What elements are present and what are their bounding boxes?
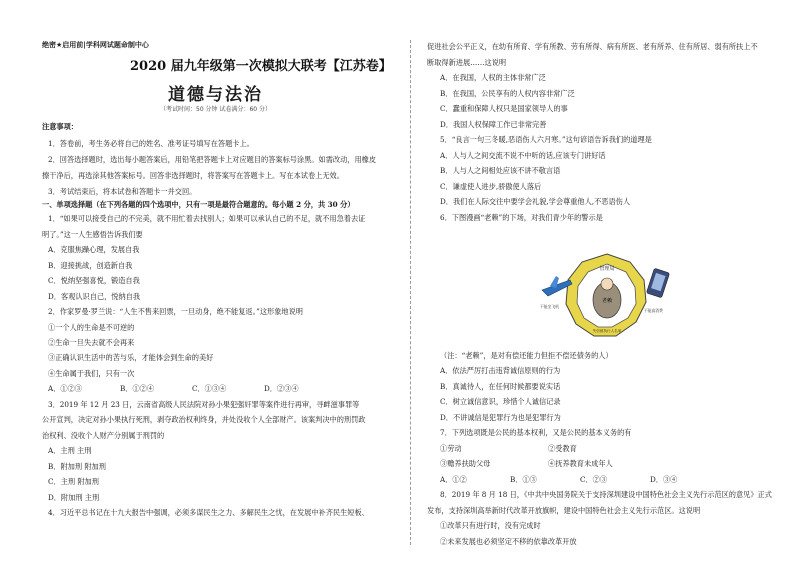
option-line: C．谦虚使人进步,骄傲使人落后 [440,182,542,191]
badge-top-text: 管理局 [599,266,615,272]
question-line: 3．2019 年 12 月 23 日，云南省高级人民法院对孙小果犯强奸罪等案件进行再审，寻衅滋事罪等 [48,400,360,409]
statement-line: ②生命一旦失去就不会再来 [48,338,135,347]
option-line: A．在我国，人权的主体非常广泛 [440,73,546,82]
option-line: A．依法严厉打击违背诚信原则的行为 [440,366,561,375]
statement-line: ③正确认识生活中的苦与乐，才能体会到生命的美好 [48,353,214,362]
note-item: 2．回答选择题时，选出每小题答案后，用铅笔把答题卡上对应题目的答案标号涂黑。如需改动，用橡皮 [48,155,377,164]
option-line: D．附加刑 主刑 [48,493,100,502]
option-line: D．客观认识自己，悦纳自我 [48,292,141,301]
label-right: 不能高消费 [644,308,663,313]
option: D．③④ [650,475,678,484]
option-line: C．悦纳坚强喜悦，锻造自我 [48,276,140,285]
question-line: 公开宣判，决定对孙小果执行死刑，剥夺政治权利终身，并处没收个人全部财产。该案判决中的刑罚政 [42,415,366,424]
option-line: A．主刑 主刑 [48,446,92,455]
options-row [440,475,720,485]
option-line: B．迎接挑战，创造新自我 [48,261,133,270]
question-line: 7．下列选项既是公民的基本权利，又是公民的基本义务的有 [440,428,632,437]
note-item: 擦干净后，再选涂其他答案标号。回答非选择题时，将答案写在答题卡上。写在本试卷上无效。 [42,171,344,180]
figure-caption: （注：“老赖”，是对有偿还能力但拒不偿还债务的人） [440,351,613,360]
statement-line: ①改革只有进行时，没有完成时 [440,521,541,530]
question-line: 8．2019 年 8 月 18 日，《中共中央国务院关于支持深圳建设中国特色社会主义先行示范区的意见》正式 [440,490,772,499]
notes-heading: 注意事项： [42,122,78,131]
option-line: C．树立诚信意识，珍惜个人诚信记录 [440,397,561,406]
question-line: 2．作家罗曼·罗兰说：“人生不售来回票，一旦动身，绝不能复返。”这形象地说明 [48,307,303,316]
option-line: A．人与人之间交流不说不中听的话,应该专门讲好话 [440,151,606,160]
phone-icon [646,268,669,298]
question-line: 发布，支持深圳高举新时代改革开放旗帜，建设中国特色社会主义先行示范区。这说明 [427,506,701,515]
note-item: 3．考试结束后，将本试卷和答题卡一并交回。 [48,187,197,196]
column-divider [410,40,411,545]
label-left: 不能坐飞机 [540,304,559,309]
option: A．①②③ [48,384,82,393]
note-item: 1．答卷前，考生务必将自己的姓名、准考证号填写在答题卡上。 [48,139,254,148]
option: B．①③ [510,475,537,484]
statement: ④抚养教育未成年人 [548,459,613,468]
statement-line: ②未来发展也必须坚定不移的依靠改革开放 [440,537,577,546]
option-line: C．蠢重和保障人权只是国家领导人的事 [440,104,568,113]
option-line: A．克服焦躁心理，发展自我 [48,245,140,254]
statements-row [440,459,668,469]
option-line: B．附加刑 附加刑 [48,462,106,471]
confidential-tag: 绝密★启用前|学科网试题命制中心 [42,41,149,49]
question-line: 5．“良言一句三冬暖,恶语伤人六月寒。”这句谚语告诉我们的道理是 [440,135,652,144]
statement-line: ④生命属于我们，只有一次 [48,369,135,378]
option-line: C．主刑 附加刑 [48,477,99,486]
option-line: D．我国人权保障工作已非常完善 [440,120,547,129]
badge-ring-text: 失信被执行人名单 [592,329,622,333]
option-line: D．不讲诚信是犯罪行为也是犯罪行为 [440,413,561,422]
question-line: 明了。”这一人生感悟告诉我们要 [42,230,143,239]
option-line: D．我们在人际交往中要学会礼貌,学会尊重他人,不恶语伤人 [440,197,631,206]
question-line: 促进社会公平正义，在幼有所育、学有所教、劳有所得、病有所医、老有所养、住有所居、弱有所扶上不 [427,42,758,51]
option: C．①③④ [192,384,227,393]
option: A．①② [440,475,467,484]
question-line: 4．习近平总书记在十九大报告中强调，必须多谋民生之力、多解民生之忧，在发展中补齐民生短板、 [48,508,369,517]
statement-line: ①一个人的生命是不可逆的 [48,323,135,332]
subject-title: 道德与法治 [168,85,263,105]
option-line: B．在我国，公民享有的人权内容非常广泛 [440,89,575,98]
question-line: 断取得新进展……这说明 [427,58,507,67]
badge-center-text: 老赖 [601,298,613,304]
option-line: B．真诚待人，在任何时候都要说实话 [440,382,561,391]
exam-info: （考试时间：50 分钟 试卷满分：60 分） [160,106,271,113]
option-line: B．人与人之间相处应该不讲不敬言语 [440,166,561,175]
exam-title: 2020 届九年级第一次模拟大联考【江苏卷】 [130,59,392,74]
options-row [48,384,336,394]
question-line: 6．下图漫画“老赖”的下场，对我们青少年的警示是 [440,213,603,222]
option: C．②③ [580,475,608,484]
statement: ③赡养扶助父母 [440,459,491,468]
statements-row [440,444,656,454]
laolai-cartoon [532,250,682,342]
statement: ①劳动 [440,444,462,453]
option: B．①②④ [120,384,155,393]
question-line: 治权利、没收个人财产分别属于刑罚的 [42,431,165,440]
statement: ②受教育 [548,444,577,453]
question-line: 1．“如果可以接受自己的不完美，就不用忙着去找别人；如果可以承认自己的不足，就不用急着去证 [48,214,366,223]
option: D．②③④ [264,384,299,393]
section-heading: 一、单项选择题（在下列各题的四个选项中，只有一项是最符合题意的。每小题 2 分，共 30 分） [42,200,355,209]
